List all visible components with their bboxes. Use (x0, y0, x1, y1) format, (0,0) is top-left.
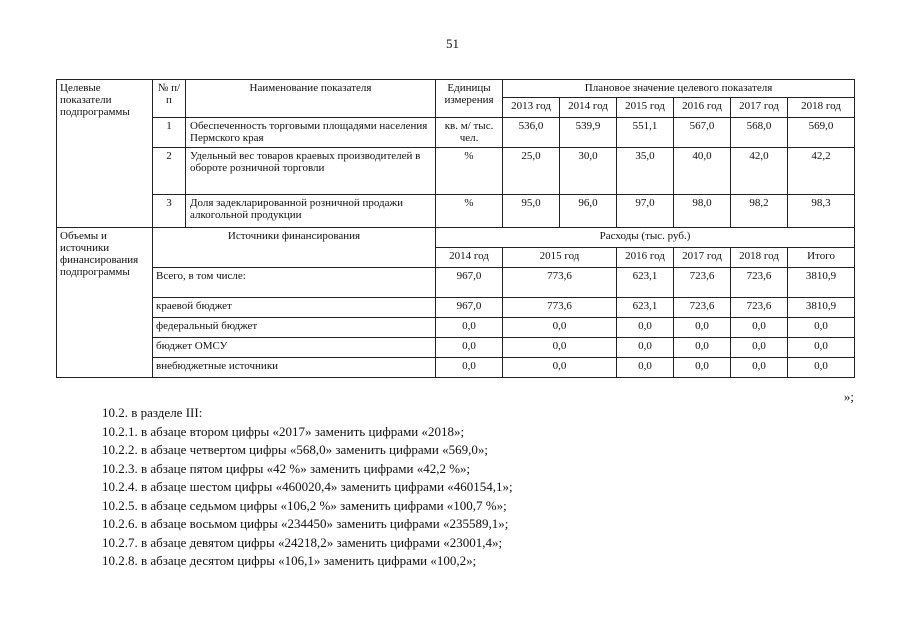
funding-source-name: бюджет ОМСУ (153, 338, 436, 358)
funding-value: 0,0 (436, 318, 503, 338)
table-row (57, 298, 855, 318)
funding-year-header: 2017 год (674, 248, 731, 268)
target-value: 35,0 (617, 148, 674, 195)
funding-value: 0,0 (617, 358, 674, 378)
target-name: Доля задекларированной розничной продажи алкогольной продукции (186, 195, 436, 228)
target-value: 42,2 (788, 148, 855, 195)
funding-value: 0,0 (503, 358, 617, 378)
funding-value: 0,0 (436, 358, 503, 378)
funding-value: 967,0 (436, 268, 503, 298)
table-row (57, 118, 855, 148)
target-year-header: 2013 год (503, 98, 560, 118)
target-value: 98,0 (674, 195, 731, 228)
funding-value: 773,6 (503, 268, 617, 298)
target-value: 30,0 (560, 148, 617, 195)
target-value: 568,0 (731, 118, 788, 148)
target-value: 42,0 (731, 148, 788, 195)
list-item: 10.2.8. в абзаце десятом цифры «106,1» заменить цифрами «100,2»; (102, 553, 477, 568)
funding-value: 0,0 (788, 338, 855, 358)
funding-value: 723,6 (674, 298, 731, 318)
funding-value: 0,0 (674, 338, 731, 358)
target-value: 551,1 (617, 118, 674, 148)
target-value: 97,0 (617, 195, 674, 228)
funding-value: 3810,9 (788, 268, 855, 298)
target-name: Обеспеченность торговыми площадями населения Пермского края (186, 118, 436, 148)
page-number: 51 (446, 36, 459, 51)
funding-value: 723,6 (731, 268, 788, 298)
table-row (57, 195, 855, 228)
target-unit: % (436, 195, 503, 228)
target-num: 2 (153, 148, 186, 195)
funding-value: 0,0 (788, 318, 855, 338)
target-unit: % (436, 148, 503, 195)
funding-year-header: 2014 год (436, 248, 503, 268)
target-value: 40,0 (674, 148, 731, 195)
funding-value: 773,6 (503, 298, 617, 318)
funding-value: 0,0 (731, 318, 788, 338)
target-value: 98,2 (731, 195, 788, 228)
funding-source-name: федеральный бюджет (153, 318, 436, 338)
col-num-header: № п/п (153, 80, 186, 118)
target-value: 95,0 (503, 195, 560, 228)
funding-value: 0,0 (503, 338, 617, 358)
col-sources-header: Источники финансирования (153, 228, 436, 268)
funding-value: 3810,9 (788, 298, 855, 318)
targets-section-label: Целевые показатели подпрограммы (57, 80, 153, 228)
amendments-list (102, 404, 862, 571)
table-row (57, 268, 855, 298)
subprogram-passport-table (56, 79, 855, 378)
target-value: 98,3 (788, 195, 855, 228)
funding-value: 0,0 (617, 338, 674, 358)
table-row (57, 358, 855, 378)
funding-value: 723,6 (674, 268, 731, 298)
target-value: 25,0 (503, 148, 560, 195)
funding-value: 0,0 (674, 358, 731, 378)
funding-value: 623,1 (617, 268, 674, 298)
table-row (57, 318, 855, 338)
target-name: Удельный вес товаров краевых производителей в обороте розничной торговли (186, 148, 436, 195)
funding-section-label: Объемы и источники финансирования подпрограммы (57, 228, 153, 378)
quote-end-mark: »; (843, 389, 854, 404)
funding-value: 0,0 (617, 318, 674, 338)
target-value: 536,0 (503, 118, 560, 148)
funding-value: 0,0 (503, 318, 617, 338)
target-year-header: 2018 год (788, 98, 855, 118)
target-year-header: 2014 год (560, 98, 617, 118)
list-item: 10.2.7. в абзаце девятом цифры «24218,2» заменить цифрами «23001,4»; (102, 534, 503, 550)
funding-value: 0,0 (731, 338, 788, 358)
target-value: 96,0 (560, 195, 617, 228)
funding-value: 0,0 (788, 358, 855, 378)
funding-value: 623,1 (617, 298, 674, 318)
funding-value: 0,0 (436, 338, 503, 358)
target-num: 1 (153, 118, 186, 148)
col-expenses-header: Расходы (тыс. руб.) (436, 228, 855, 248)
funding-year-header: 2018 год (731, 248, 788, 268)
funding-source-name: краевой бюджет (153, 298, 436, 318)
list-item: 10.2.2. в абзаце четвертом цифры «568,0» заменить цифрами «569,0»; (102, 442, 488, 457)
target-value: 567,0 (674, 118, 731, 148)
list-item: 10.2.5. в абзаце седьмом цифры «106,2 %» заменить цифрами «100,7 %»; (102, 497, 507, 513)
funding-value: 0,0 (674, 318, 731, 338)
target-value: 539,9 (560, 118, 617, 148)
funding-value: 723,6 (731, 298, 788, 318)
table-row (57, 148, 855, 195)
list-item: 10.2.6. в абзаце восьмом цифры «234450» заменить цифрами «235589,1»; (102, 516, 509, 531)
target-value: 569,0 (788, 118, 855, 148)
table-row (57, 338, 855, 358)
list-item: 10.2.4. в абзаце шестом цифры «460020,4» заменить цифрами «460154,1»; (102, 479, 513, 494)
funding-year-header: Итого (788, 248, 855, 268)
funding-source-name: Всего, в том числе: (153, 268, 436, 298)
amendment-heading: 10.2. в разделе III: (102, 405, 203, 420)
list-item: 10.2.1. в абзаце втором цифры «2017» заменить цифрами «2018»; (102, 423, 465, 439)
funding-value: 0,0 (731, 358, 788, 378)
col-name-header: Наименование показателя (186, 80, 436, 118)
target-num: 3 (153, 195, 186, 228)
funding-year-header: 2016 год (617, 248, 674, 268)
col-plan-header: Плановое значение целевого показателя (503, 80, 855, 98)
funding-source-name: внебюджетные источники (153, 358, 436, 378)
funding-value: 967,0 (436, 298, 503, 318)
col-unit-header: Единицы измерения (436, 80, 503, 118)
target-year-header: 2017 год (731, 98, 788, 118)
target-year-header: 2015 год (617, 98, 674, 118)
list-item: 10.2.3. в абзаце пятом цифры «42 %» заменить цифрами «42,2 %»; (102, 460, 471, 476)
funding-year-header: 2015 год (503, 248, 617, 268)
target-year-header: 2016 год (674, 98, 731, 118)
target-unit: кв. м/ тыс. чел. (436, 118, 503, 148)
